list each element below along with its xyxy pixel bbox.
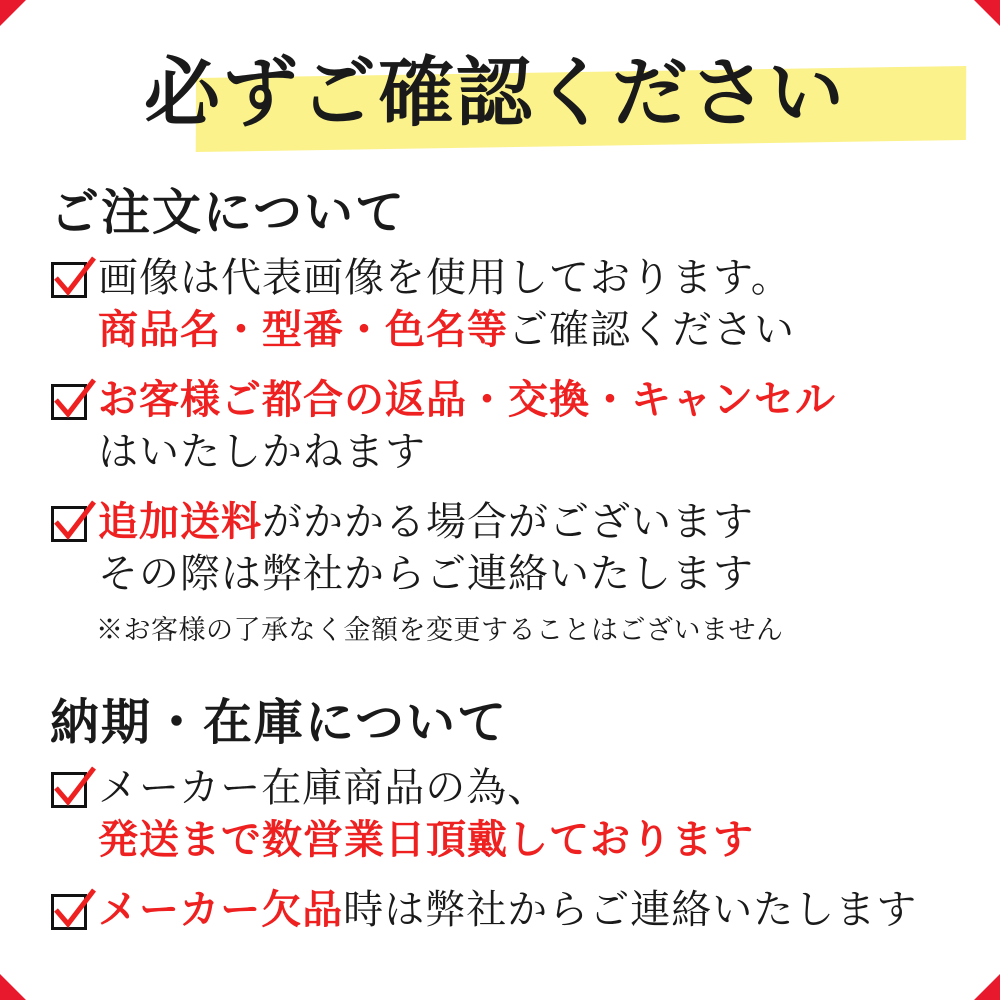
checkbox-checked-icon [48,380,92,424]
list-item-text [98,762,960,866]
section-title-orders: ご注文について [50,185,407,240]
list-item [48,252,960,356]
list-item [48,374,960,478]
text-line: 発送まで数営業日頂戴しております [98,817,754,862]
page-title: 必ずご確認ください [144,52,846,136]
checkbox-checked-icon [48,502,92,546]
list-item [48,496,960,600]
text-line: 画像は代表画像を使用しております。 [98,255,792,300]
list-item-text [98,496,960,600]
text-line: 商品名・型番・色名等ご確認ください [98,307,795,352]
text-line: メーカー欠品時は弊社からご連絡いたします [98,887,918,932]
text-line: メーカー在庫商品の為、 [98,765,549,810]
headline-block [144,44,960,156]
list-item [48,762,960,866]
text-line: その際は弊社からご連絡いたします [98,551,754,596]
section-title-delivery: 納期・在庫について [50,695,509,750]
footnote: ※お客様の了承なく金額を変更することはございません [96,615,784,645]
list-item-text [98,884,960,936]
text-line: 追加送料がかかる場合がございます [98,499,754,544]
list-item [48,884,960,936]
checkbox-checked-icon [48,890,92,934]
list-item-text [98,252,960,356]
checkbox-checked-icon [48,768,92,812]
checkbox-checked-icon [48,258,92,302]
list-item-text [98,374,960,478]
text-line: はいたしかねます [98,429,426,474]
text-line: お客様ご都合の返品・交換・キャンセル [98,377,836,422]
